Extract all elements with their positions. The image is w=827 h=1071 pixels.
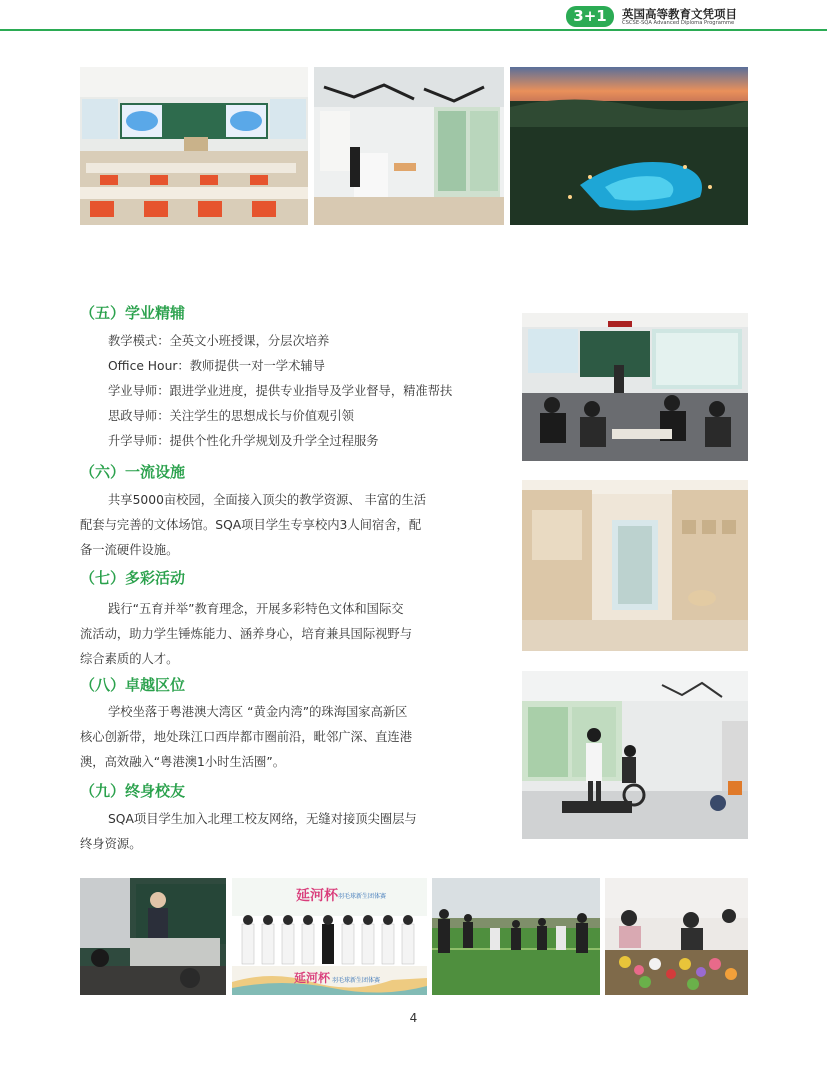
- banner-title-text: 延河杯: [296, 888, 338, 904]
- banner-bottom-title: 延河杯: [294, 971, 331, 985]
- sports-field-photo: [432, 878, 600, 995]
- location-line-3: 澳，高效融入“粤港澳1小时生活圈”。: [80, 755, 286, 769]
- section-title-location: （八）卓越区位: [80, 676, 186, 694]
- facilities-line-3: 备一流硬件设施。: [80, 543, 179, 557]
- programme-badge: 3+1: [566, 6, 614, 27]
- programme-title: 英国高等教育文凭项目: [622, 7, 737, 21]
- campus-aerial-night-photo: [510, 67, 748, 225]
- alumni-line-1: SQA项目学生加入北理工校友网络，无缝对接顶尖圈层与: [108, 812, 417, 826]
- section-title-academic: （五）学业精辅: [80, 304, 186, 322]
- lecturer-photo: [80, 878, 226, 995]
- academic-line-3: 学业导师：跟进学业进度，提供专业指导及学业督导，精准帮扶: [108, 384, 453, 398]
- academic-line-4: 思政导师：关注学生的思想成长与价值观引领: [108, 409, 354, 423]
- banner-sub-text: 羽毛球新生团体赛: [338, 893, 387, 900]
- page-number: 4: [409, 1011, 418, 1025]
- facilities-line-2: 配套与完善的文体场馆。SQA项目学生专享校内3人间宿舍，配: [80, 518, 422, 532]
- academic-line-2: Office Hour：教师提供一对一学术辅导: [108, 359, 325, 373]
- header-divider: [0, 29, 827, 31]
- activities-line-1: 践行“五育并举”教育理念，开展多彩特色文体和国际交: [108, 602, 404, 616]
- activities-line-2: 流活动，助力学生锤炼能力、涵养身心，培育兼具国际视野与: [80, 627, 413, 641]
- flower-arranging-photo: [605, 878, 748, 995]
- section-title-facilities: （六）一流设施: [80, 463, 186, 481]
- dormitory-photo: [522, 480, 748, 651]
- classroom-photo: [80, 67, 308, 225]
- facilities-line-1: 共享5000亩校园，全面接入顶尖的教学资源、 丰富的生活: [108, 493, 427, 507]
- gym-photo: [522, 671, 748, 839]
- alumni-line-2: 终身资源。: [80, 837, 142, 851]
- lecture-classroom-photo: [522, 313, 748, 461]
- programme-subtitle: CSCSE-SQA Advanced Diploma Programme: [622, 20, 735, 26]
- banner-bottom-sub: 羽毛球新生团体赛: [332, 977, 381, 984]
- academic-line-1: 教学模式：全英文小班授课，分层次培养: [108, 334, 330, 348]
- activities-line-3: 综合素质的人才。: [80, 652, 179, 666]
- lounge-photo: [314, 67, 504, 225]
- academic-line-5: 升学导师：提供个性化升学规划及升学全过程服务: [108, 434, 379, 448]
- badminton-award-photo: [232, 878, 427, 995]
- location-line-2: 核心创新带，地处珠江口西岸都市圈前沿，毗邻广深、直连港: [80, 730, 413, 744]
- section-title-alumni: （九）终身校友: [80, 782, 186, 800]
- section-title-activities: （七）多彩活动: [80, 569, 186, 587]
- location-line-1: 学校坐落于粤港澳大湾区 “黄金内湾”的珠海国家高新区: [108, 705, 408, 719]
